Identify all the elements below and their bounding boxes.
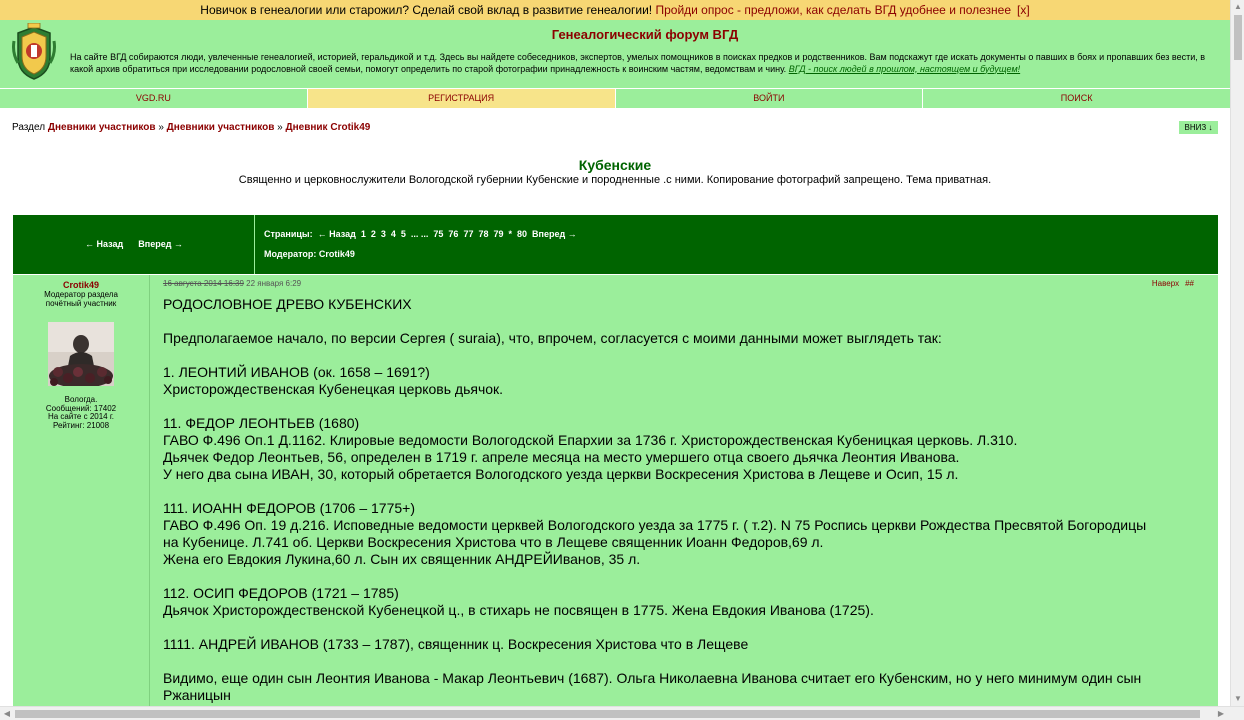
author-messages: Сообщений: 17402 [45,403,117,413]
post-line: 1. ЛЕОНТИЙ ИВАНОВ (ок. 1658 – 1691?) [163,364,430,380]
nav-item-login[interactable]: ВОЙТИ [616,89,924,108]
breadcrumb-separator: » [274,122,286,133]
post-line: 111. ИОАНН ФЕДОРОВ (1706 – 1775+) [163,500,416,516]
post-blank-line [163,398,1203,415]
post-line: РОДОСЛОВНОЕ ДРЕВО КУБЕНСКИХ [163,296,412,312]
topic-back-link[interactable]: ← Назад [85,239,124,249]
forum-description [70,52,1222,75]
post-line: Дьячок Христорождественской Кубенецкой ц., в стихарь не посвящен в 1775. Жена Евдокия Иванова (1725). [163,602,874,618]
topic-nav-cell [13,215,255,274]
page-link-next[interactable]: Вперед → [532,229,577,239]
topic-subtitle: Священно и церковнослужители Вологодской губернии Кубенские и породненные .с ними. Копирование фотографий запрещено. Тема приватная. [238,174,992,186]
notice-close-button[interactable]: [x] [1017,3,1030,17]
site-header [0,20,1230,88]
breadcrumb-separator: » [155,122,167,133]
post-line: ГАВО Ф.496 Оп.1 Д.1162. Клировые ведомости Вологодской Епархии за 1736 г. Христорождественская Кубеницкая церковь. Л.310. [163,432,1018,448]
post-line: ГАВО Ф.496 Оп. 19 д.216. Исповедные ведомости церквей Вологодского уезда за 1775 г. ( т.2). N 75 Роспись церкви Рождества Пресвятой Богородицы [163,517,1147,533]
avatar[interactable] [48,322,114,386]
nav-item-register[interactable]: РЕГИСТРАЦИЯ [308,89,616,108]
post-author-panel [13,275,150,706]
post-line: Дьячек Федор Леонтьев, 56, определен в 1719 г. апреле месяца на место умершего отца своего дьячка Леонтия Иванова. [163,449,960,465]
scroll-right-arrow-icon[interactable]: ▶ [1217,709,1225,718]
vertical-scrollbar[interactable] [1230,0,1244,706]
author-rank: почётный участник [45,299,117,308]
horizontal-scrollbar[interactable] [0,706,1244,720]
post-line: на Кубенице. Л.741 об. Церкви Воскресения Христова что в Лещеве священник Иоанн Федоров,69 л. [163,534,824,550]
nav-item-vgd[interactable]: VGD.RU [0,89,308,108]
post-line: Жена его Евдокия Лукина,60 л. Сын их священник АНДРЕЙИванов, 35 л. [163,551,641,567]
breadcrumb-link-diary[interactable]: Дневник Crotik49 [285,122,371,133]
post-blank-line [163,653,1203,670]
pagination-bar [13,215,1218,274]
post-line: Ржаницын [163,687,231,703]
post-blank-line [163,619,1203,636]
author-stats [13,396,149,430]
topic-nav-links [13,239,255,249]
nav-item-search[interactable]: ПОИСК [1060,93,1093,103]
post-line: Христорождественская Кубенецкая церковь дьячок. [163,381,504,397]
page-link[interactable]: 75 [433,229,444,239]
author-rating: Рейтинг: 21008 [52,420,110,430]
page-list [264,229,582,239]
page-current-marker: * [508,229,512,239]
post-blank-line [163,313,1203,330]
notice-banner [0,0,1230,20]
page-link-prev[interactable]: ← Назад [317,229,356,239]
post-line: Видимо, еще один сын Леонтия Иванова - Макар Леонтьевич (1687). Ольга Николаевна Иванова считает его Кубенским, но у него минимум один сын [163,670,1142,686]
post-date-edited: 22 января 6:29 [243,279,302,288]
main-nav [0,88,1230,109]
scroll-down-button[interactable]: ВНИЗ ↓ [1179,121,1218,134]
post-line: 11. ФЕДОР ЛЕОНТЬЕВ (1680) [163,415,360,431]
page-link[interactable]: 2 [370,229,376,239]
forum-description-text: На сайте ВГД собираются люди, увлеченные генеалогией, историей, геральдикой и т.д. Здесь вы найдете собеседников, экспертов, умелых помощников в поисках предков и родственников. Вам подскажут где искать документы о павших в боях и пропавших без вести, в какой архив обратиться при исследовании родословной своей семьи, помогут определить по старой фотографии принадлежность к воинским частям, ведомствам и чину. [70,52,1206,74]
post-line: 1111. АНДРЕЙ ИВАНОВ (1733 – 1787), священник ц. Воскресения Христова что в Лещеве [163,636,749,652]
horizontal-scroll-thumb[interactable] [15,710,1200,718]
author-name-link[interactable]: Crotik49 [62,280,99,290]
post-top-links [1152,279,1194,288]
notice-text: Новичок в генеалогии или старожил? Сделай свой вклад в развитие генеалогии! [200,3,656,17]
post-blank-line [163,568,1203,585]
page-link[interactable]: 5 [400,229,406,239]
scroll-down-arrow-icon[interactable]: ▼ [1234,694,1242,703]
breadcrumb-prefix: Раздел [12,122,48,133]
page-link[interactable]: 76 [448,229,459,239]
post-blank-line [163,483,1203,500]
post-date-old: 16 августа 2014 16:39 [163,279,244,288]
breadcrumb [12,122,370,133]
post-line: У него два сына ИВАН, 30, который обретается Вологодского уезда церкви Воскресения Христова в Лещеве и Осип, 15 л. [163,466,959,482]
vgd-logo-icon[interactable] [12,23,56,83]
vertical-scroll-thumb[interactable] [1234,15,1242,60]
author-role: Модератор раздела [44,290,118,299]
forum-title: Генеалогический форум ВГД [551,27,739,42]
post-date [163,279,301,288]
page-link[interactable]: 3 [380,229,386,239]
scroll-up-arrow-icon[interactable]: ▲ [1234,2,1242,11]
page-ellipsis: ... ... [410,229,429,239]
page-link[interactable]: 79 [493,229,504,239]
page-link[interactable]: 78 [478,229,489,239]
moderator-label: Модератор: Crotik49 [264,249,355,259]
post-anchor-link[interactable]: ## [1185,279,1194,288]
post-line: Предполагаемое начало, по версии Сергея ( suraia), что, впрочем, согласуется с моими данными может выглядеть так: [163,330,942,346]
post-body [163,296,1203,704]
page-link[interactable]: 4 [390,229,396,239]
page-link[interactable]: 77 [463,229,474,239]
page-link[interactable]: 1 [360,229,366,239]
scroll-left-arrow-icon[interactable]: ◀ [3,709,11,718]
to-top-link[interactable]: Наверх [1151,279,1180,288]
page-current: 80 [517,229,528,239]
author-since: На сайте с 2014 г. [47,412,115,421]
forum-tagline-link[interactable]: ВГД - поиск людей в прошлом, настоящем и будущем! [788,63,1021,74]
post [13,275,1218,706]
pages-label: Страницы: [264,229,313,239]
poll-link[interactable]: Пройди опрос - предложи, как сделать ВГД удобнее и полезнее [655,3,1012,17]
author-city: Вологда. [64,395,98,404]
topic-forward-link[interactable]: Вперед → [138,239,183,249]
post-line: 112. ОСИП ФЕДОРОВ (1721 – 1785) [163,585,399,601]
topic-title: Кубенские [578,157,652,173]
post-blank-line [163,347,1203,364]
breadcrumb-link-diaries[interactable]: Дневники участников [47,122,156,133]
breadcrumb-link-diaries-sub[interactable]: Дневники участников [166,122,275,133]
